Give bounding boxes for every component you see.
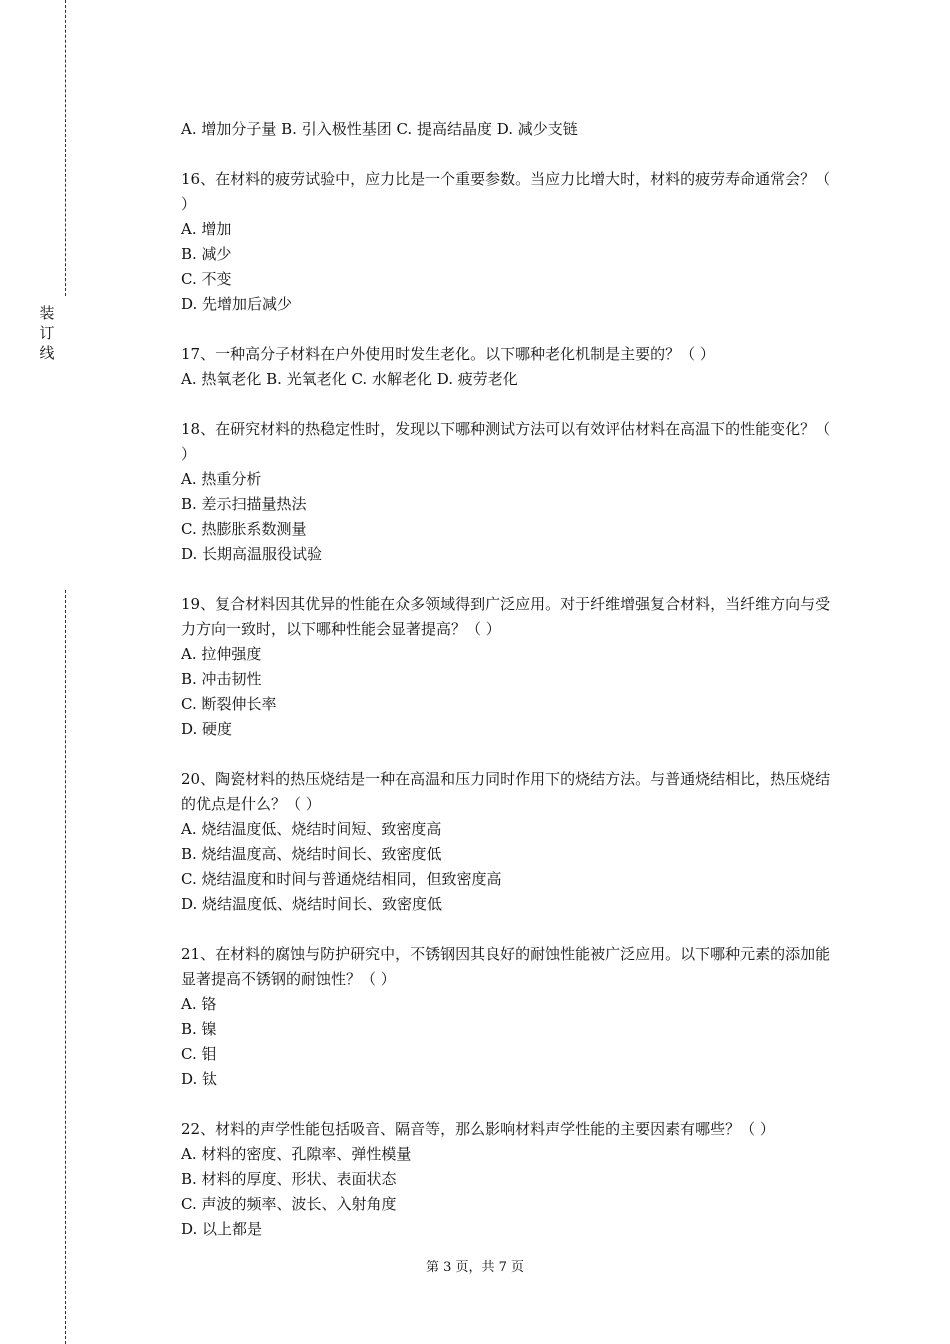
option-a: A. 烧结温度低、烧结时间短、致密度高 (181, 820, 442, 838)
page-number: 第 3 页，共 7 页 (425, 1260, 525, 1275)
option-b: B. 冲击韧性 (181, 670, 262, 688)
question-stem: 19、复合材料因其优异的性能在众多领域得到广泛应用。对于纤维增强复合材料，当纤维方向与受力方向一致时，以下哪种性能会显著提高？（ ） (181, 595, 831, 638)
question-stem: 17、一种高分子材料在户外使用时发生老化。以下哪种老化机制是主要的？（ ） (181, 345, 715, 363)
option-c: C. 钼 (181, 1045, 217, 1063)
binding-char: 线 (39, 344, 55, 362)
binding-char: 装 (39, 304, 55, 322)
option-d: D. 硬度 (181, 720, 233, 738)
binding-dashed-line-bottom (65, 590, 66, 1344)
question-20 (181, 767, 841, 917)
question-stem: 16、在材料的疲劳试验中，应力比是一个重要参数。当应力比增大时，材料的疲劳寿命通常会？（ ） (181, 170, 831, 213)
binding-char: 订 (39, 324, 55, 342)
question-15-options-block (181, 117, 841, 142)
option-b: B. 烧结温度高、烧结时间长、致密度低 (181, 845, 442, 863)
question-17 (181, 342, 841, 392)
option-a: A. 热重分析 (181, 470, 262, 488)
question-stem: 21、在材料的腐蚀与防护研究中，不锈钢因其良好的耐蚀性能被广泛应用。以下哪种元素的添加能显著提高不锈钢的耐蚀性？（ ） (181, 945, 831, 988)
option-b: B. 材料的厚度、形状、表面状态 (181, 1170, 397, 1188)
options-inline: A. 热氧老化 B. 光氧老化 C. 水解老化 D. 疲劳老化 (181, 370, 518, 388)
option-d: D. 烧结温度低、烧结时间长、致密度低 (181, 895, 443, 913)
option-b: B. 镍 (181, 1020, 217, 1038)
option-a: A. 拉伸强度 (181, 645, 262, 663)
question-21 (181, 942, 841, 1092)
option-d: D. 钛 (181, 1070, 218, 1088)
option-d: D. 长期高温服役试验 (181, 545, 323, 563)
option-c: C. 声波的频率、波长、入射角度 (181, 1195, 397, 1213)
question-18 (181, 417, 841, 567)
binding-dashed-line-top (65, 0, 66, 296)
binding-label (38, 303, 56, 363)
option-d: D. 先增加后减少 (181, 295, 293, 313)
option-d: D. 以上都是 (181, 1220, 263, 1238)
option-b: B. 减少 (181, 245, 232, 263)
option-c: C. 烧结温度和时间与普通烧结相同，但致密度高 (181, 870, 502, 888)
option-a: A. 材料的密度、孔隙率、弹性模量 (181, 1145, 412, 1163)
question-stem: 18、在研究材料的热稳定性时，发现以下哪种测试方法可以有效评估材料在高温下的性能变化？（ ） (181, 420, 831, 463)
question-19 (181, 592, 841, 742)
option-b: B. 差示扫描量热法 (181, 495, 307, 513)
option-a: A. 铬 (181, 995, 217, 1013)
option-c: C. 不变 (181, 270, 232, 288)
option-c: C. 热膨胀系数测量 (181, 520, 307, 538)
question-22 (181, 1117, 841, 1242)
option-a: A. 增加 (181, 220, 232, 238)
question-16 (181, 167, 841, 317)
option-c: C. 断裂伸长率 (181, 695, 277, 713)
question-15-options: A. 增加分子量 B. 引入极性基团 C. 提高结晶度 D. 减少支链 (181, 120, 578, 138)
exam-content (181, 117, 841, 1267)
question-stem: 22、材料的声学性能包括吸音、隔音等，那么影响材料声学性能的主要因素有哪些？（ ） (181, 1120, 775, 1138)
question-stem: 20、陶瓷材料的热压烧结是一种在高温和压力同时作用下的烧结方法。与普通烧结相比，热压烧结的优点是什么？（ ） (181, 770, 831, 813)
page-footer (0, 1258, 950, 1278)
